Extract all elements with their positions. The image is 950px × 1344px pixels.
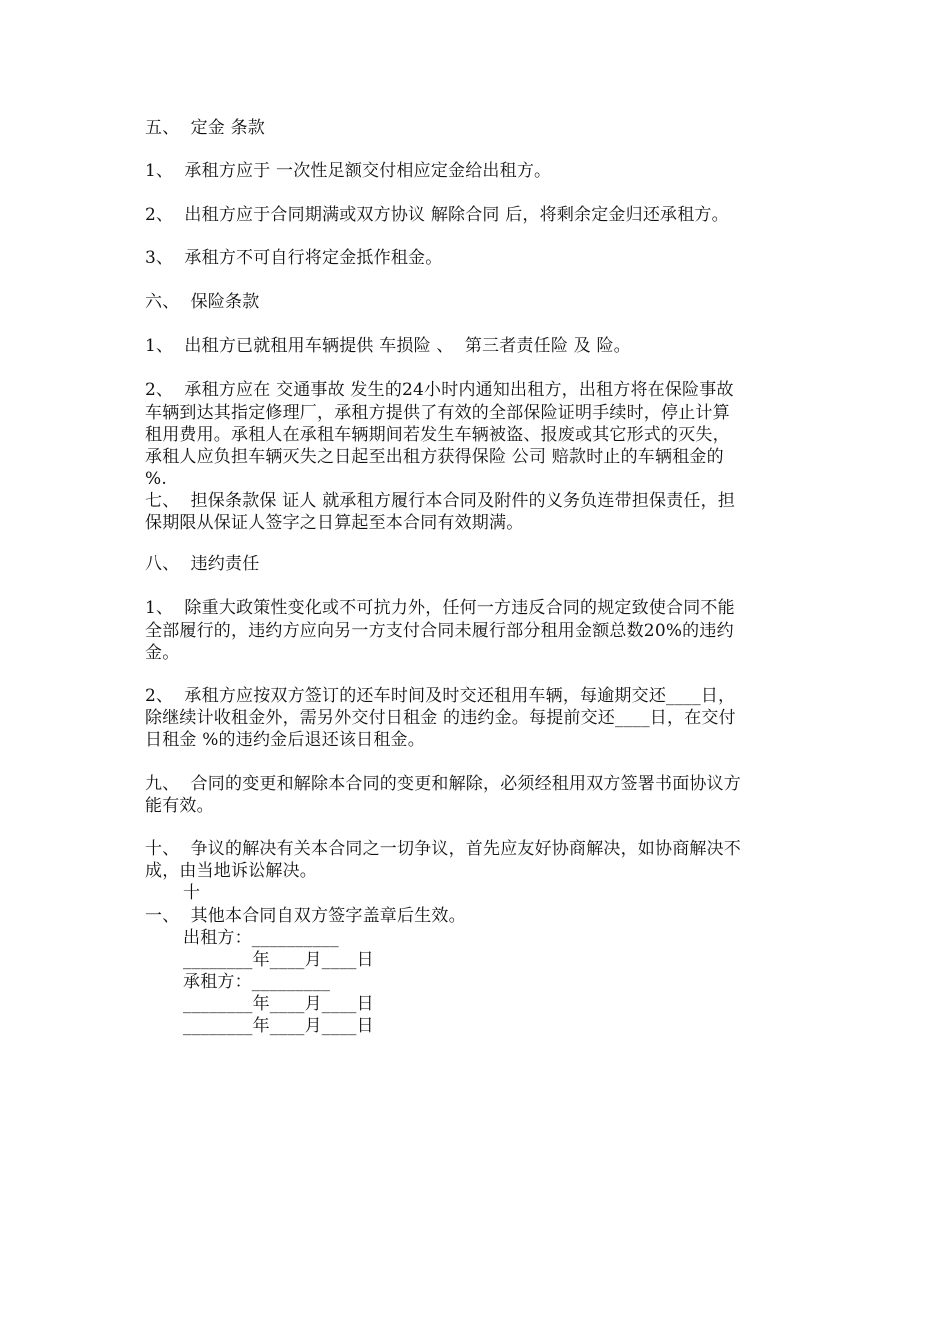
section-10-line-2: 成，由当地诉讼解决。 [145, 861, 317, 881]
section-5-item-2: 2、 出租方应于合同期满或双方协议 解除合同 后，将剩余定金归还承租方。 [145, 205, 729, 225]
section-5-item-3: 3、 承租方不可自行将定金抵作租金。 [145, 248, 443, 268]
section-11-line-1: 一、 其他本合同自双方签字盖章后生效。 [145, 906, 466, 926]
section-6-title: 六、 保险条款 [145, 292, 260, 312]
section-8-item-1-line-3: 金。 [145, 643, 180, 663]
section-8-item-2-line-1: 2、 承租方应按双方签订的还车时间及时交还租用车辆，每逾期交还____日， [145, 686, 736, 706]
section-6-item-2-line-4: 承租人应负担车辆灭失之日起至出租方获得保险 公司 赔款时止的车辆租金的 [145, 447, 724, 467]
lessee-signature: 承租方：_________ [183, 972, 331, 992]
section-8-item-2-line-3: 日租金 %的违约金后退还该日租金。 [145, 730, 425, 750]
section-8-item-2-line-2: 除继续计收租金外，需另外交付日租金 的违约金。每提前交还____日，在交付 [145, 708, 736, 728]
lessor-signature: 出租方：__________ [183, 928, 339, 948]
lessor-date: ________年____月____日 [183, 950, 374, 970]
section-6-item-2-line-5: %. [145, 469, 167, 489]
section-8-item-1-line-2: 全部履行的，违约方应向另一方支付合同未履行部分租用金额总数20%的违约 [145, 621, 734, 641]
section-7-line-1: 七、 担保条款保 证人 就承租方履行本合同及附件的义务负连带担保责任，担 [145, 491, 736, 511]
section-6-item-2-line-3: 租用费用。承租人在承租车辆期间若发生车辆被盗、报废或其它形式的灭失， [145, 425, 730, 445]
section-6-item-2-line-1: 2、 承租方应在 交通事故 发生的24小时内通知出租方，出租方将在保险事故 [145, 380, 734, 400]
section-9-line-1: 九、 合同的变更和解除本合同的变更和解除，必须经租用双方签署书面协议方 [145, 774, 742, 794]
section-7-line-2: 保期限从保证人签字之日算起至本合同有效期满。 [145, 513, 524, 533]
section-6-item-2-line-2: 车辆到达其指定修理厂，承租方提供了有效的全部保险证明手续时，停止计算 [145, 403, 730, 423]
extra-date: ________年____月____日 [183, 1016, 374, 1036]
section-9-line-2: 能有效。 [145, 796, 214, 816]
section-8-item-1-line-1: 1、 除重大政策性变化或不可抗力外，任何一方违反合同的规定致使合同不能 [145, 598, 735, 618]
section-8-title: 八、 违约责任 [145, 554, 260, 574]
section-6-item-1: 1、 出租方已就租用车辆提供 车损险 、 第三者责任险 及 险。 [145, 336, 631, 356]
section-11-prefix: 十 [183, 883, 201, 903]
lessee-date: ________年____月____日 [183, 994, 374, 1014]
section-5-item-1: 1、 承租方应于 一次性足额交付相应定金给出租方。 [145, 161, 552, 181]
section-5-title: 五、 定金 条款 [145, 118, 266, 138]
section-10-line-1: 十、 争议的解决有关本合同之一切争议，首先应友好协商解决，如协商解决不 [145, 839, 742, 859]
